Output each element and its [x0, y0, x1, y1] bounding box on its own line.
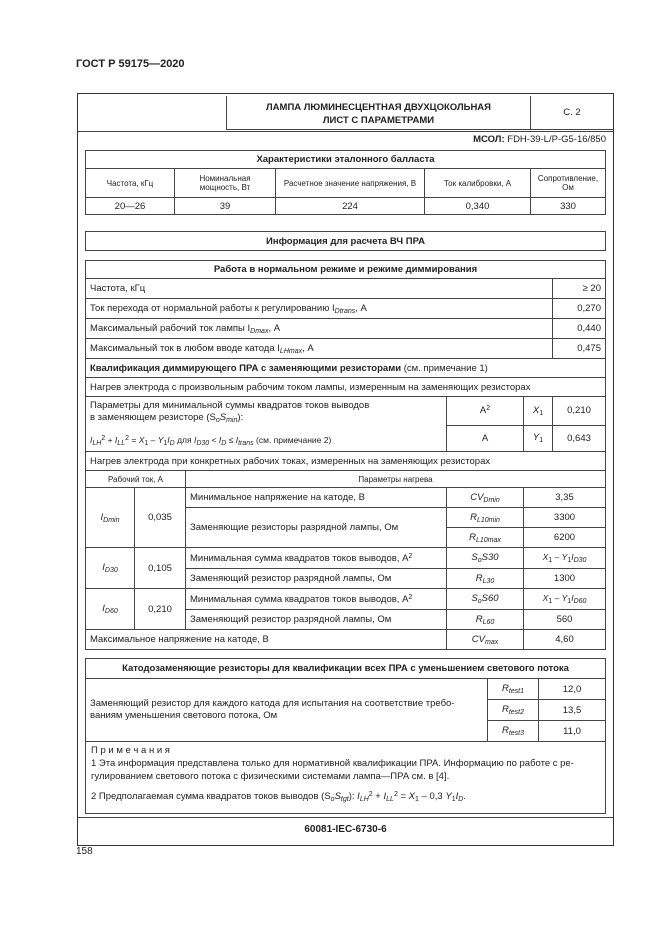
dmin-value-3: 6200 — [524, 528, 606, 548]
normal-value: ≥ 20 — [553, 279, 606, 299]
parameter-sheet-frame — [77, 93, 614, 846]
normal-value: 0,475 — [553, 339, 606, 359]
ballast-header: Сопротивление, Ом — [531, 169, 606, 198]
d60-param: Минимальная сумма квадратов токов выводов, $A^2$ — [186, 589, 447, 610]
d60-value-2: 560 — [524, 610, 606, 630]
normal-value: 0,440 — [553, 319, 606, 339]
a-symbol: A — [447, 425, 524, 451]
rtest-symbol: $R_{test2}$ — [488, 700, 539, 721]
note-1: 1 Эта информация представлена только для нормативной квалификации ПРА. Информацию по работе с ре- гулированием светового потока с физическими системами лампа—ПРА см. в [4]. — [91, 758, 574, 782]
dmin-symbol: $I_{Dmin}$ — [86, 488, 135, 548]
mcol-line — [378, 134, 606, 145]
cathode-table — [85, 658, 606, 742]
d60-symbol: $I_{D60}$ — [86, 589, 135, 630]
d30-symbol-2: $R_{L30}$ — [447, 569, 524, 589]
standard-code: ГОСТ Р 59175—2020 — [76, 58, 185, 70]
d30-symbol: $I_{D30}$ — [86, 548, 135, 589]
ballast-header: Расчетное значение напряжения, В — [276, 169, 425, 198]
rtest-symbol: $R_{test3}$ — [488, 721, 539, 742]
col-params: Параметры нагрева — [186, 471, 606, 488]
hf-info-box — [85, 231, 606, 251]
ballast-value: 330 — [531, 198, 606, 215]
sheet-number: С. 2 — [563, 107, 581, 118]
note-2: 2 Предполагаемая сумма квадратов токов выводов $(S_oS_{tgt})$: $I_{LH}^2 + I_{LL}^2 = X_1 - 0,3$ $Y_1I_D$. — [91, 791, 466, 803]
d60-symbol-2: $R_{L60}$ — [447, 610, 524, 630]
rtest-value: 11,0 — [539, 721, 606, 742]
qualification-table — [85, 358, 606, 650]
normal-value: 0,270 — [553, 299, 606, 319]
d60-param: Заменяющий резистор разрядной лампы, Ом — [186, 610, 447, 630]
hf-info-title: Информация для расчета ВЧ ПРА — [86, 232, 606, 251]
dmin-symbol-2: $R_{L10min}$ — [447, 508, 524, 528]
title-line1: ЛАМПА ЛЮМИНЕСЦЕНТНАЯ ДВУХЦОКОЛЬНАЯ — [266, 102, 491, 113]
ballast-header: Частота, кГц — [86, 169, 175, 198]
qualif-title: Квалификация диммирующего ПРА с заменяющими резисторами (см. примечание 1) — [86, 359, 606, 378]
title-line2: ЛИСТ С ПАРАМЕТРАМИ — [322, 115, 435, 126]
d60-value: 0,210 — [135, 589, 186, 630]
dmin-symbol-3: $R_{L10max}$ — [447, 528, 524, 548]
ballast-value: 20—26 — [86, 198, 175, 215]
d60-symbol-1: $S_oS60$ — [447, 589, 524, 610]
dmin-symbol-1: $CV_{Dmin}$ — [447, 488, 524, 508]
ballast-value: 39 — [175, 198, 276, 215]
normal-title: Работа в нормальном режиме и режиме диммирования — [86, 261, 606, 279]
dmin-param: Минимальное напряжение на катоде, В — [186, 488, 447, 508]
max-voltage-label: Максимальное напряжение на катоде, В — [86, 630, 447, 650]
ballast-title: Характеристики эталонного балласта — [86, 151, 606, 169]
rtest-symbol: $R_{test1}$ — [488, 679, 539, 700]
dmin-value: 0,035 — [135, 488, 186, 548]
normal-label: Максимальный рабочий ток лампы $I_{Dmax}$, А — [86, 319, 553, 339]
mcol-label: МСОЛ: — [473, 134, 505, 145]
mcol-value: FDH-39-L/P-G5-16/850 — [507, 134, 606, 145]
max-voltage-value: 4,60 — [524, 630, 606, 650]
heat-line-2: Нагрев электрода при конкретных рабочих токах, измеренных на заменяющих резисторах — [86, 452, 606, 471]
param-cell: Параметры для минимальной суммы квадратов токов выводов в заменяющем резисторе $(S_oS_{min})$: $I_{LH}^2 + I_{LL}^2 = X_1 - Y_1I_D$ для $I_{D30} < I_D \le I_{trans}$ (см. примечание 2) — [86, 397, 447, 452]
cathode-title: Катодозаменяющие резисторы для квалификации всех ПРА с уменьшением светового потока — [86, 659, 606, 679]
normal-label: Ток перехода от нормальной работы к регулированию $I_{Dtrans}$, А — [86, 299, 553, 319]
ballast-header: Ток калибровки, А — [425, 169, 531, 198]
y1-symbol: $Y_1$ — [524, 425, 553, 451]
cathode-text: Заменяющий резистор для каждого катода для испытания на соответствие требо- ваниям уменьшения светового потока, Ом — [86, 679, 488, 742]
page-number: 158 — [76, 846, 93, 857]
notes-heading: П р и м е ч а н и я — [91, 745, 170, 756]
d30-param: Заменяющий резистор разрядной лампы, Ом — [186, 569, 447, 589]
d30-value-1: $X_1 - Y_1I_{D30}$ — [524, 548, 606, 569]
d30-param: Минимальная сумма квадратов токов выводов, $A^2$ — [186, 548, 447, 569]
d30-value-2: 1300 — [524, 569, 606, 589]
ballast-header: Номинальная мощность, Вт — [175, 169, 276, 198]
y1-value: 0,643 — [553, 425, 606, 451]
normal-label: Максимальный ток в любом вводе катода $I_{LHmax}$, А — [86, 339, 553, 359]
normal-operation-table — [85, 260, 606, 359]
x1-value: 0,210 — [553, 397, 606, 426]
ballast-value: 224 — [276, 198, 425, 215]
title-block — [226, 96, 613, 130]
max-voltage-symbol: $CV_{max}$ — [447, 630, 524, 650]
dmin-value-1: 3,35 — [524, 488, 606, 508]
normal-label: Частота, кГц — [86, 279, 553, 299]
footer-code: 60081-IEC-6730-6 — [304, 824, 387, 835]
d30-symbol-1: $S_oS30$ — [447, 548, 524, 569]
col-current: Рабочий ток, А — [86, 471, 186, 488]
ballast-table — [85, 150, 606, 215]
notes-box — [85, 741, 606, 814]
d60-value-1: $X_1 - Y_1I_{D60}$ — [524, 589, 606, 610]
x1-symbol: $X_1$ — [524, 397, 553, 426]
ballast-value: 0,340 — [425, 198, 531, 215]
heat-line-1: Нагрев электрода с произвольным рабочим током лампы, измеренным на заменяющих резисторах — [86, 378, 606, 397]
rtest-value: 12,0 — [539, 679, 606, 700]
a2-symbol: $A^2$ — [447, 397, 524, 426]
dmin-value-2: 3300 — [524, 508, 606, 528]
d30-value: 0,105 — [135, 548, 186, 589]
dmin-param: Заменяющие резисторы разрядной лампы, Ом — [186, 508, 447, 548]
rtest-value: 13,5 — [539, 700, 606, 721]
